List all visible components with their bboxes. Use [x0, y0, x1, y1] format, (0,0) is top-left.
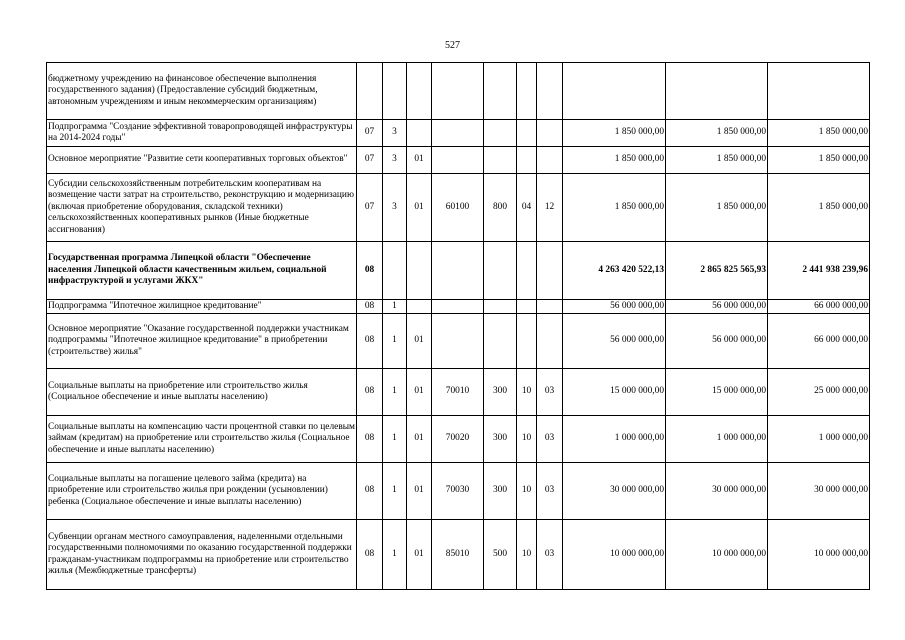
code-direction: 70010 — [432, 369, 484, 416]
code-subsection — [537, 147, 563, 174]
code-expense-type — [484, 314, 517, 369]
amount-year-2: 2 865 825 565,93 — [666, 242, 768, 300]
code-expense-type: 300 — [484, 463, 517, 520]
code-direction — [432, 147, 484, 174]
row-name: Социальные выплаты на приобретение или строительство жилья (Социальное обеспечение и иные выплаты населению) — [47, 369, 357, 416]
code-subsection — [537, 314, 563, 369]
code-subsection: 03 — [537, 416, 563, 463]
table-row — [47, 174, 870, 242]
code-activity — [407, 63, 432, 120]
code-activity — [407, 300, 432, 314]
amount-year-1: 4 263 420 522,13 — [563, 242, 666, 300]
code-expense-type — [484, 63, 517, 120]
code-direction — [432, 300, 484, 314]
amount-year-3: 66 000 000,00 — [768, 314, 870, 369]
amount-year-1: 1 850 000,00 — [563, 120, 666, 147]
amount-year-2: 1 850 000,00 — [666, 174, 768, 242]
code-section: 08 — [357, 416, 383, 463]
code-subprogram — [383, 63, 407, 120]
amount-year-3: 25 000 000,00 — [768, 369, 870, 416]
code-expense-type: 800 — [484, 174, 517, 242]
amount-year-1: 1 850 000,00 — [563, 174, 666, 242]
code-chapter: 04 — [517, 174, 537, 242]
table-row — [47, 63, 870, 120]
code-chapter — [517, 242, 537, 300]
code-activity: 01 — [407, 463, 432, 520]
code-subprogram: 1 — [383, 369, 407, 416]
table-row — [47, 314, 870, 369]
code-section: 08 — [357, 242, 383, 300]
code-activity: 01 — [407, 174, 432, 242]
code-chapter — [517, 63, 537, 120]
table-row — [47, 369, 870, 416]
amount-year-2: 10 000 000,00 — [666, 520, 768, 590]
amount-year-3: 1 850 000,00 — [768, 174, 870, 242]
code-direction — [432, 120, 484, 147]
code-section — [357, 63, 383, 120]
budget-table — [46, 62, 870, 590]
row-name: Социальные выплаты на компенсацию части процентной ставки по целевым займам (кредитам) на приобретение или строительство жилья (Социальное обеспечение и иные выплаты населению) — [47, 416, 357, 463]
code-subsection: 03 — [537, 520, 563, 590]
code-direction — [432, 314, 484, 369]
code-expense-type — [484, 300, 517, 314]
amount-year-3: 10 000 000,00 — [768, 520, 870, 590]
code-activity — [407, 242, 432, 300]
code-expense-type — [484, 120, 517, 147]
row-name: Основное мероприятие "Оказание государственной поддержки участникам подпрограммы "Ипотечное жилищное кредитование" в приобретении (строительстве) жилья" — [47, 314, 357, 369]
code-activity: 01 — [407, 369, 432, 416]
row-name: Подпрограмма "Создание эффективной товаропроводящей инфраструктуры на 2014-2024 годы" — [47, 120, 357, 147]
code-expense-type — [484, 242, 517, 300]
amount-year-2: 56 000 000,00 — [666, 314, 768, 369]
code-activity: 01 — [407, 314, 432, 369]
row-name: Социальные выплаты на погашение целевого займа (кредита) на приобретение или строительство жилья при рождении (усыновлении) ребенка (Социальное обеспечение и иные выплаты населению) — [47, 463, 357, 520]
code-expense-type: 300 — [484, 369, 517, 416]
amount-year-3: 30 000 000,00 — [768, 463, 870, 520]
amount-year-1: 10 000 000,00 — [563, 520, 666, 590]
amount-year-3: 1 000 000,00 — [768, 416, 870, 463]
row-name: Подпрограмма "Ипотечное жилищное кредитование" — [47, 300, 357, 314]
page-number: 527 — [445, 40, 460, 51]
amount-year-1: 30 000 000,00 — [563, 463, 666, 520]
code-chapter — [517, 314, 537, 369]
code-expense-type — [484, 147, 517, 174]
row-name: Субвенции органам местного самоуправления, наделенными отдельными государственными полномочиями по оказанию государственной поддержки гражданам-участникам подпрограммы на приобретение или строительство жилья (Межбюджетные трансферты) — [47, 520, 357, 590]
row-name: бюджетному учреждению на финансовое обеспечение выполнения государственного задания) (Предоставление субсидий бюджетным, автономным учреждениям и иным некоммерческим организациям) — [47, 63, 357, 120]
code-section: 07 — [357, 120, 383, 147]
table-row — [47, 147, 870, 174]
table-row — [47, 520, 870, 590]
code-section: 07 — [357, 174, 383, 242]
code-section: 08 — [357, 463, 383, 520]
code-expense-type: 500 — [484, 520, 517, 590]
row-name: Основное мероприятие "Развитие сети кооперативных торговых объектов" — [47, 147, 357, 174]
code-subsection — [537, 300, 563, 314]
table-row — [47, 416, 870, 463]
amount-year-2: 1 000 000,00 — [666, 416, 768, 463]
amount-year-2: 1 850 000,00 — [666, 120, 768, 147]
amount-year-1: 1 850 000,00 — [563, 147, 666, 174]
code-activity: 01 — [407, 520, 432, 590]
row-name: Субсидии сельскохозяйственным потребительским кооперативам на возмещение части затрат на строительство, реконструкцию и модернизацию (включая приобретение оборудования, складской техники) сельскохозяйственных кооперативных рынков (Иные бюджетные ассигнования) — [47, 174, 357, 242]
amount-year-1: 15 000 000,00 — [563, 369, 666, 416]
code-activity: 01 — [407, 147, 432, 174]
code-chapter: 10 — [517, 416, 537, 463]
code-chapter: 10 — [517, 369, 537, 416]
code-section: 08 — [357, 369, 383, 416]
code-chapter — [517, 120, 537, 147]
code-direction — [432, 63, 484, 120]
amount-year-1: 56 000 000,00 — [563, 314, 666, 369]
row-name: Государственная программа Липецкой области "Обеспечение населения Липецкой области качественным жильем, социальной инфраструктурой и услугами ЖКХ" — [47, 242, 357, 300]
code-subprogram: 1 — [383, 520, 407, 590]
amount-year-3: 1 850 000,00 — [768, 120, 870, 147]
amount-year-2: 56 000 000,00 — [666, 300, 768, 314]
table-row — [47, 120, 870, 147]
table-row — [47, 463, 870, 520]
code-subsection: 03 — [537, 369, 563, 416]
code-subsection — [537, 120, 563, 147]
code-subsection: 12 — [537, 174, 563, 242]
amount-year-2: 1 850 000,00 — [666, 147, 768, 174]
code-chapter — [517, 300, 537, 314]
amount-year-3 — [768, 63, 870, 120]
code-subprogram — [383, 242, 407, 300]
code-chapter: 10 — [517, 463, 537, 520]
code-direction: 85010 — [432, 520, 484, 590]
amount-year-2: 30 000 000,00 — [666, 463, 768, 520]
code-subprogram: 3 — [383, 174, 407, 242]
code-expense-type: 300 — [484, 416, 517, 463]
code-direction: 70030 — [432, 463, 484, 520]
code-section: 08 — [357, 300, 383, 314]
code-subprogram: 1 — [383, 463, 407, 520]
code-subsection — [537, 63, 563, 120]
code-activity — [407, 120, 432, 147]
table-row — [47, 300, 870, 314]
code-subsection — [537, 242, 563, 300]
code-section: 07 — [357, 147, 383, 174]
code-subprogram: 1 — [383, 300, 407, 314]
code-subprogram: 3 — [383, 147, 407, 174]
code-subprogram: 3 — [383, 120, 407, 147]
code-subprogram: 1 — [383, 416, 407, 463]
code-subprogram: 1 — [383, 314, 407, 369]
code-section: 08 — [357, 314, 383, 369]
code-direction: 60100 — [432, 174, 484, 242]
amount-year-1: 1 000 000,00 — [563, 416, 666, 463]
code-chapter — [517, 147, 537, 174]
amount-year-3: 1 850 000,00 — [768, 147, 870, 174]
amount-year-3: 66 000 000,00 — [768, 300, 870, 314]
code-subsection: 03 — [537, 463, 563, 520]
code-section: 08 — [357, 520, 383, 590]
code-activity: 01 — [407, 416, 432, 463]
code-direction: 70020 — [432, 416, 484, 463]
amount-year-3: 2 441 938 239,96 — [768, 242, 870, 300]
table-row — [47, 242, 870, 300]
amount-year-1: 56 000 000,00 — [563, 300, 666, 314]
amount-year-2 — [666, 63, 768, 120]
amount-year-2: 15 000 000,00 — [666, 369, 768, 416]
code-chapter: 10 — [517, 520, 537, 590]
amount-year-1 — [563, 63, 666, 120]
code-direction — [432, 242, 484, 300]
